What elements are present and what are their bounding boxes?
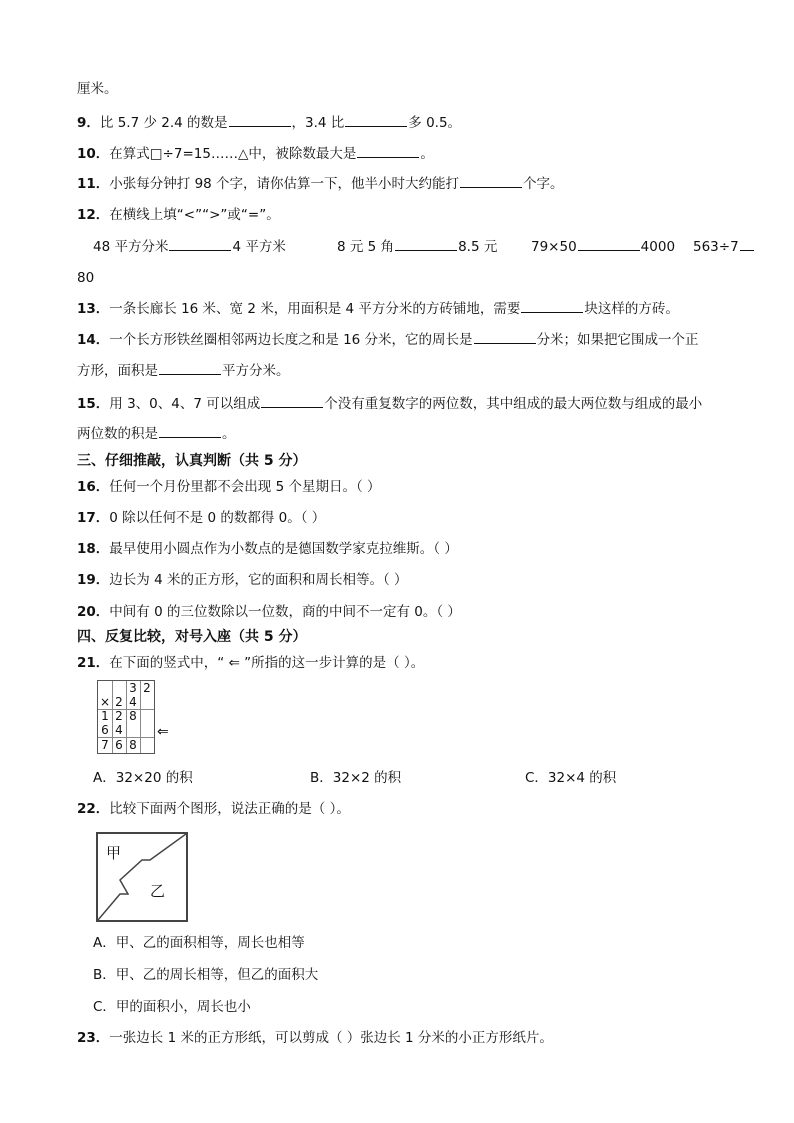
compare-right: 8.5 元 bbox=[458, 239, 498, 255]
question-text: 个没有重复数字的两位数，其中组成的最大两位数与组成的最小 bbox=[324, 396, 703, 412]
q12-item-4 bbox=[693, 238, 755, 256]
question-number: 14． bbox=[77, 332, 110, 348]
q21-option-b[interactable]: B．32×2 的积 bbox=[310, 770, 402, 786]
question-number: 16． bbox=[77, 479, 110, 495]
q12-item-1 bbox=[93, 238, 286, 256]
compare-left: 48 平方分米 bbox=[93, 239, 169, 255]
question-number: 11． bbox=[77, 176, 110, 192]
question-text: 一张边长 1 米的正方形纸，可以剪成（ ）张边长 1 分米的小正方形纸片。 bbox=[109, 1030, 553, 1046]
calc-digit: 2 bbox=[143, 681, 151, 695]
answer-blank[interactable] bbox=[261, 395, 323, 408]
answer-blank[interactable] bbox=[395, 238, 457, 251]
question-text: 。 bbox=[420, 146, 434, 162]
section-heading-4: 四、反复比较，对号入座（共 5 分） bbox=[77, 629, 307, 645]
question-text: 个字。 bbox=[523, 176, 564, 192]
calc-operator: × bbox=[99, 695, 111, 709]
question-text: 一个长方形铁丝圈相邻两边长度之和是 16 分米，它的周长是 bbox=[109, 332, 473, 348]
shape-label-yi: 乙 bbox=[150, 882, 166, 900]
question-23 bbox=[77, 1029, 553, 1047]
question-text: 小张每分钟打 98 个字，请你估算一下，他半小时大约能打 bbox=[109, 176, 460, 192]
question-text: 分米；如果把它围成一个正 bbox=[536, 332, 699, 348]
question-text: 两位数的积是 bbox=[77, 426, 158, 442]
question-13 bbox=[77, 300, 679, 318]
question-number: 21． bbox=[77, 655, 110, 671]
question-text: 中间有 0 的三位数除以一位数，商的中间不一定有 0。（ ） bbox=[109, 604, 461, 620]
q12-item-2 bbox=[337, 238, 497, 256]
question-17 bbox=[77, 509, 325, 527]
question-number: 23． bbox=[77, 1030, 110, 1046]
question-10 bbox=[77, 145, 434, 163]
calc-digit: 3 bbox=[129, 681, 137, 695]
continuation-text: 厘米。 bbox=[77, 81, 118, 97]
question-15 bbox=[77, 395, 702, 413]
q14-continuation bbox=[77, 362, 290, 380]
question-16 bbox=[77, 478, 381, 496]
calc-digit: 7 bbox=[101, 738, 109, 752]
calc-digit: 8 bbox=[129, 738, 137, 752]
question-text: 边长为 4 米的正方形，它的面积和周长相等。（ ） bbox=[109, 572, 408, 588]
question-number: 15． bbox=[77, 396, 110, 412]
question-19 bbox=[77, 571, 408, 589]
question-14 bbox=[77, 331, 699, 349]
question-text: 一条长廊长 16 米、宽 2 米，用面积是 4 平方分米的方砖铺地，需要 bbox=[109, 301, 521, 317]
question-20 bbox=[77, 603, 461, 621]
calc-digit: 2 bbox=[115, 695, 123, 709]
question-number: 22． bbox=[77, 801, 110, 817]
q22-option-b[interactable]: B．甲、乙的周长相等，但乙的面积大 bbox=[93, 967, 319, 983]
question-number: 19． bbox=[77, 572, 110, 588]
q22-option-c[interactable]: C．甲的面积小，周长也小 bbox=[93, 999, 251, 1015]
question-text: 。 bbox=[222, 426, 236, 442]
answer-blank[interactable] bbox=[345, 114, 407, 127]
answer-blank[interactable] bbox=[740, 238, 754, 251]
question-number: 13． bbox=[77, 301, 110, 317]
calc-digit: 4 bbox=[129, 695, 137, 709]
question-number: 18． bbox=[77, 541, 110, 557]
q15-continuation bbox=[77, 425, 236, 443]
question-text: 任何一个月份里都不会出现 5 个星期日。（ ） bbox=[109, 479, 381, 495]
calc-digit: 4 bbox=[115, 723, 123, 737]
calc-digit: 1 bbox=[101, 709, 109, 723]
question-text: 最早使用小圆点作为小数点的是德国数学家克拉维斯。（ ） bbox=[109, 541, 458, 557]
answer-blank[interactable] bbox=[229, 114, 291, 127]
question-text: 块这样的方砖。 bbox=[584, 301, 679, 317]
answer-blank[interactable] bbox=[357, 145, 419, 158]
answer-blank[interactable] bbox=[169, 238, 231, 251]
q22-option-a[interactable]: A．甲、乙的面积相等，周长也相等 bbox=[93, 935, 305, 951]
compare-left: 563÷7 bbox=[693, 239, 739, 255]
question-text: 0 除以任何不是 0 的数都得 0。（ ） bbox=[109, 510, 326, 526]
q12-continuation: 80 bbox=[77, 270, 95, 286]
question-number: 12． bbox=[77, 207, 110, 223]
question-number: 17． bbox=[77, 510, 110, 526]
question-text: 比 5.7 少 2.4 的数是 bbox=[99, 115, 228, 131]
compare-right: 4000 bbox=[640, 239, 676, 255]
calc-digit: 6 bbox=[101, 723, 109, 737]
question-text: 在算式□÷7=15……△中，被除数最大是 bbox=[109, 146, 357, 162]
answer-blank[interactable] bbox=[159, 425, 221, 438]
compare-left: 79×50 bbox=[531, 239, 577, 255]
question-12 bbox=[77, 206, 280, 224]
question-22 bbox=[77, 800, 350, 818]
calc-digit bbox=[112, 681, 126, 695]
question-number: 9． bbox=[77, 115, 100, 131]
calc-digit: 8 bbox=[129, 709, 137, 723]
question-text: 比较下面两个图形，说法正确的是（ ）。 bbox=[109, 801, 350, 817]
calc-digit: 2 bbox=[115, 709, 123, 723]
compare-right: 4 平方米 bbox=[232, 239, 286, 255]
arrow-left-icon: ⇐ bbox=[157, 724, 169, 740]
answer-blank[interactable] bbox=[460, 175, 522, 188]
question-text: 用 3、0、4、7 可以组成 bbox=[109, 396, 261, 412]
question-number: 20． bbox=[77, 604, 110, 620]
answer-blank[interactable] bbox=[578, 238, 640, 251]
section-heading-3: 三、仔细推敲，认真判断（共 5 分） bbox=[77, 453, 307, 469]
question-text: 多 0.5。 bbox=[408, 115, 462, 131]
q21-option-a[interactable]: A．32×20 的积 bbox=[93, 770, 193, 786]
q21-option-c[interactable]: C．32×4 的积 bbox=[525, 770, 617, 786]
question-number: 10． bbox=[77, 146, 110, 162]
question-9 bbox=[77, 114, 461, 132]
calc-digit: 6 bbox=[115, 738, 123, 752]
shape-comparison-figure bbox=[96, 832, 188, 922]
answer-blank[interactable] bbox=[159, 362, 221, 375]
compare-left: 8 元 5 角 bbox=[337, 239, 395, 255]
answer-blank[interactable] bbox=[474, 331, 536, 344]
question-18 bbox=[77, 540, 458, 558]
question-21 bbox=[77, 654, 424, 672]
question-text: 在下面的竖式中，“ ⇐ ”所指的这一步计算的是（ ）。 bbox=[109, 655, 425, 671]
answer-blank[interactable] bbox=[521, 300, 583, 313]
question-text: 平方分米。 bbox=[222, 363, 290, 379]
question-11 bbox=[77, 175, 564, 193]
question-text: 方形，面积是 bbox=[77, 363, 158, 379]
question-text: 在横线上填“<”“>”或“=”。 bbox=[109, 207, 280, 223]
vertical-multiplication bbox=[97, 680, 155, 754]
shape-label-jia: 甲 bbox=[106, 844, 122, 862]
question-text: ，3.4 比 bbox=[291, 115, 345, 131]
q12-item-3 bbox=[531, 238, 675, 256]
